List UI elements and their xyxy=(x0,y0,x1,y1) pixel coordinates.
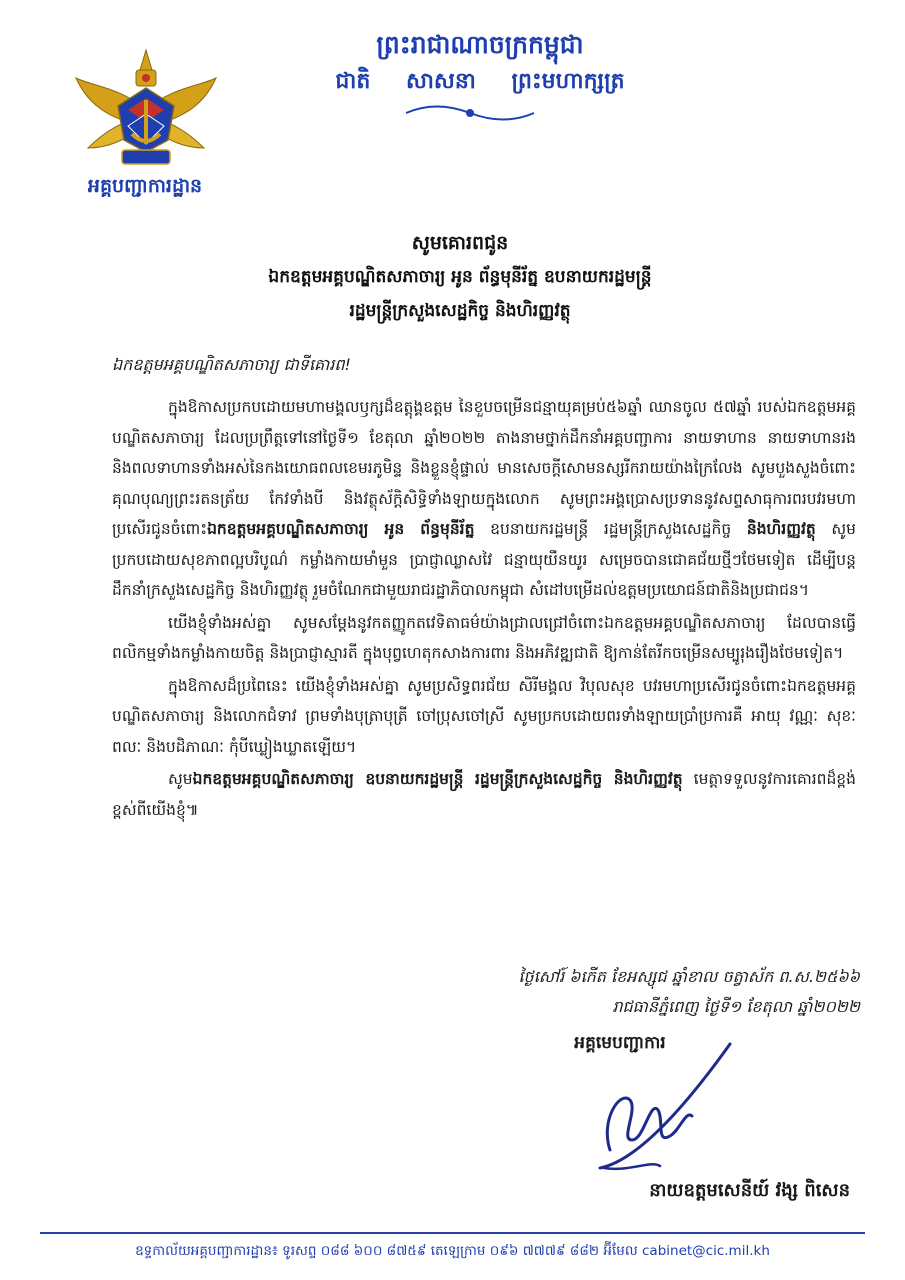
addressee-block xyxy=(80,226,840,328)
p1-bold-ministry: និងហិរញ្ញវត្ថុ xyxy=(746,520,816,538)
body-paragraph-4 xyxy=(112,764,856,825)
motto-king: ព្រះមហាក្សត្រ xyxy=(511,69,625,94)
footer-contact: ឧទ្ទកាល័យអគ្គបញ្ជាការដ្ឋាន៖ ទូរសព្ទ ០៨៨ ៦០០ ៨៧៥៩ តេឡេក្រាម ០៩៦ ៧៧៧៩ ៨៨២ អ៊ីមែល cabinet@cic.mil.kh xyxy=(135,1243,770,1259)
motto-nation: ជាតិ xyxy=(335,69,371,94)
national-motto xyxy=(280,66,680,98)
date-block xyxy=(380,962,860,1022)
p1-text-c: សូមប្រកបដោយសុខភាពល្អបរិបូណ៌ កម្លាំងកាយមាំមួន ប្រាជ្ញាឈ្លាសវៃ ជន្មាយុយឺនយូរ សម្រេចបានជោគជ័យថ្មីៗថែមទៀត ដើម្បីបន្តដឹកនាំក្រសួងសេដ្ឋកិច្ច និងហិរញ្ញវត្ថុ រួមចំណែកជាមួយរាជរដ្ឋាភិបាលកម្ពុជា សំដៅបម្រើដល់ឧត្តមប្រយោជន៍ជាតិនិងប្រជាជន។ xyxy=(112,520,857,599)
addressee-ministry: រដ្ឋមន្ត្រីក្រសួងសេដ្ឋកិច្ច និងហិរញ្ញវត្ថុ xyxy=(349,301,571,321)
motto-religion: សាសនា xyxy=(405,69,476,94)
signer-name: នាយឧត្តមសេនីយ៍ វង្ស ពិសេន xyxy=(649,1180,850,1201)
p1-bold-name: ឯកឧត្តមអគ្គបណ្ឌិតសភាចារ្យ អូន ព័ន្ធមុនីរ័ត្ន xyxy=(207,520,475,538)
addressee-name: ឯកឧត្តមអគ្គបណ្ឌិតសភាចារ្យ អូន ព័ន្ធមុនីរ័ត្ន ឧបនាយករដ្ឋមន្ត្រី xyxy=(268,267,652,287)
footer-divider xyxy=(40,1232,865,1234)
signer-title: អគ្គមេបញ្ជាការ xyxy=(574,1033,666,1053)
handwritten-signature xyxy=(560,1040,740,1180)
department-name: អគ្គបញ្ជាការដ្ឋាន xyxy=(87,175,203,197)
header-ornament-icon xyxy=(400,100,540,126)
letter-body xyxy=(112,392,856,827)
lunar-date: ថ្ងៃសៅរ៍ ៦កើត ខែអស្សុជ ឆ្នាំខាល ចត្វាស័ក ព.ស.២៥៦៦ xyxy=(518,967,860,986)
p4-text-a: សូម xyxy=(168,770,193,788)
body-paragraph-2: យើងខ្ញុំទាំងអស់គ្នា សូមសម្តែងនូវកតញ្ញូកតវេទិតាធម៌យ៉ាងជ្រាលជ្រៅចំពោះឯកឧត្តមអគ្គបណ្ឌិតសភាចារ្យ ដែលបានធ្វើពលិកម្មទាំងកម្លាំងកាយចិត្ត និងប្រាជ្ញាស្មារតី ក្នុងបុព្វហេតុកសាងការពារ និងអភិវឌ្ឍជាតិ ឱ្យកាន់តែរីកចម្រើនសម្បូរុងរឿងថែមទៀត។ xyxy=(112,613,856,662)
p1-text-b: ឧបនាយករដ្ឋមន្ត្រី រដ្ឋមន្ត្រីក្រសួងសេដ្ឋកិច្ច xyxy=(474,520,747,538)
p4-text-b: មេត្តាទទួលនូវការគោរពដ៏ខ្ពង់ខ្ពស់ពីយើងខ្ញុំ៕ xyxy=(112,770,856,819)
p1-text-a: ក្នុងឱកាសប្រកបដោយមហាមង្គលឫក្សដ៏ឧត្តុង្គឧត្តម នៃខួបចម្រើនជន្មាយុគម្រប់៥៦ឆ្នាំ ឈានចូល ៥៧ឆ្នាំ របស់ឯកឧត្តមអគ្គបណ្ឌិតសភាចារ្យ ដែលប្រព្រឹត្តទៅនៅថ្ងៃទី១ ខែតុលា ឆ្នាំ២០២២ តាងនាមថ្នាក់ដឹកនាំអគ្គបញ្ជាការ នាយទាហាន នាយទាហានរង និងពលទាហានទាំងអស់នៃកងយោធពលខេមរភូមិន្ទ និងខ្លួនខ្ញុំផ្ទាល់ មានសេចក្តីសោមនស្សរីករាយយ៉ាងក្រៃលែង សូមបួងសួងចំពោះគុណបុណ្យព្រះរតនត្រ័យ កែវទាំងបី និងវត្ថុស័ក្តិសិទ្ធិទាំងឡាយក្នុងលោក សូមព្រះអង្គប្រោសប្រទាននូវសព្ទសាធុការពរបវរមហាប្រសើរជូនចំពោះ xyxy=(112,398,856,538)
body-paragraph-3: ក្នុងឱកាសដ៏ប្រពៃនេះ យើងខ្ញុំទាំងអស់គ្នា សូមប្រសិទ្ធពរជ័យ សិរីមង្គល វិបុលសុខ បវរមហាប្រសើរជូនចំពោះឯកឧត្តមអគ្គបណ្ឌិតសភាចារ្យ និងលោកជំទាវ ព្រមទាំងបុត្រាបុត្រី ចៅប្រុសចៅស្រី សូមប្រកបដោយពរទាំងឡាយប្រាំប្រការគឺ អាយុ វណ្ណៈ សុខៈ ពលៈ និងបដិភាណៈ កុំបីឃ្លៀងឃ្លាតឡើយ។ xyxy=(112,676,856,756)
body-paragraph-1 xyxy=(112,392,856,606)
kingdom-heading xyxy=(280,28,680,98)
military-emblem-icon xyxy=(72,48,220,172)
solar-date: រាជធានីភ្នំពេញ ថ្ងៃទី១ ខែតុលា ឆ្នាំ២០២២ xyxy=(612,997,860,1016)
kingdom-title: ព្រះរាជាណាចក្រកម្ពុជា xyxy=(376,30,584,59)
salutation: ឯកឧត្តមអគ្គបណ្ឌិតសភាចារ្យ ជាទីគោរព! xyxy=(112,355,351,374)
addressee-greeting: សូមគោរពជូន xyxy=(411,232,509,254)
p4-bold-title: ឯកឧត្តមអគ្គបណ្ឌិតសភាចារ្យ ឧបនាយករដ្ឋមន្ត្រី រដ្ឋមន្ត្រីក្រសួងសេដ្ឋកិច្ច និងហិរញ្ញវត្ថុ xyxy=(192,770,683,788)
